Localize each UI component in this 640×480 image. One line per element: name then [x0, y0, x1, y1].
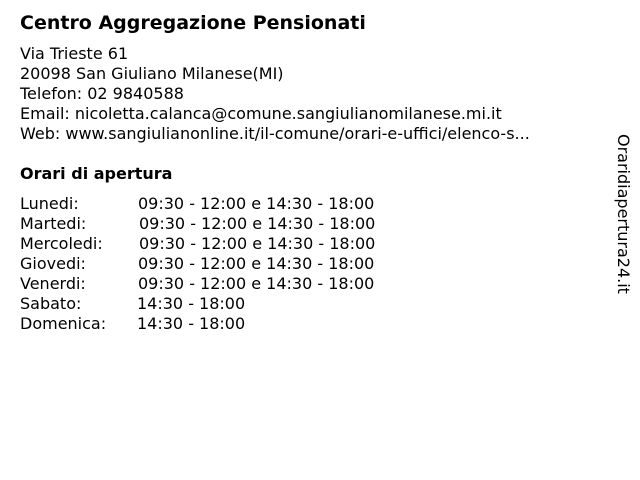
- email-text: Email: nicoletta.calanca@comune.sangiulianomilanese.mi.it: [20, 104, 502, 123]
- page-title: Centro Aggregazione Pensionati: [20, 12, 366, 34]
- time-value: 09:30 - 12:00 e 14:30 - 18:00: [138, 194, 375, 213]
- day-label: Lunedi:: [20, 194, 79, 213]
- day-label: Venerdi:: [20, 274, 86, 293]
- day-label: Martedi:: [20, 214, 87, 233]
- time-value: 14:30 - 18:00: [137, 314, 246, 333]
- time-value: 09:30 - 12:00 e 14:30 - 18:00: [138, 274, 375, 293]
- time-value: 09:30 - 12:00 e 14:30 - 18:00: [139, 214, 376, 233]
- day-label: Domenica:: [20, 314, 107, 333]
- time-value: 14:30 - 18:00: [137, 294, 246, 313]
- time-value: 09:30 - 12:00 e 14:30 - 18:00: [139, 234, 376, 253]
- address-city: 20098 San Giuliano Milanese(MI): [20, 64, 284, 83]
- hours-heading: Orari di apertura: [20, 164, 173, 183]
- web-text: Web: www.sangiulianonline.it/il-comune/orari-e-uffici/elenco-s...: [20, 124, 530, 143]
- time-value: 09:30 - 12:00 e 14:30 - 18:00: [138, 254, 375, 273]
- phone-text: Telefon: 02 9840588: [20, 84, 184, 103]
- day-label: Giovedi:: [20, 254, 86, 273]
- brand-watermark: Oraridiapertura24.it: [614, 134, 633, 294]
- day-label: Mercoledi:: [20, 234, 103, 253]
- contact-block: [20, 44, 530, 144]
- day-label: Sabato:: [20, 294, 82, 313]
- address-street: Via Trieste 61: [20, 44, 129, 63]
